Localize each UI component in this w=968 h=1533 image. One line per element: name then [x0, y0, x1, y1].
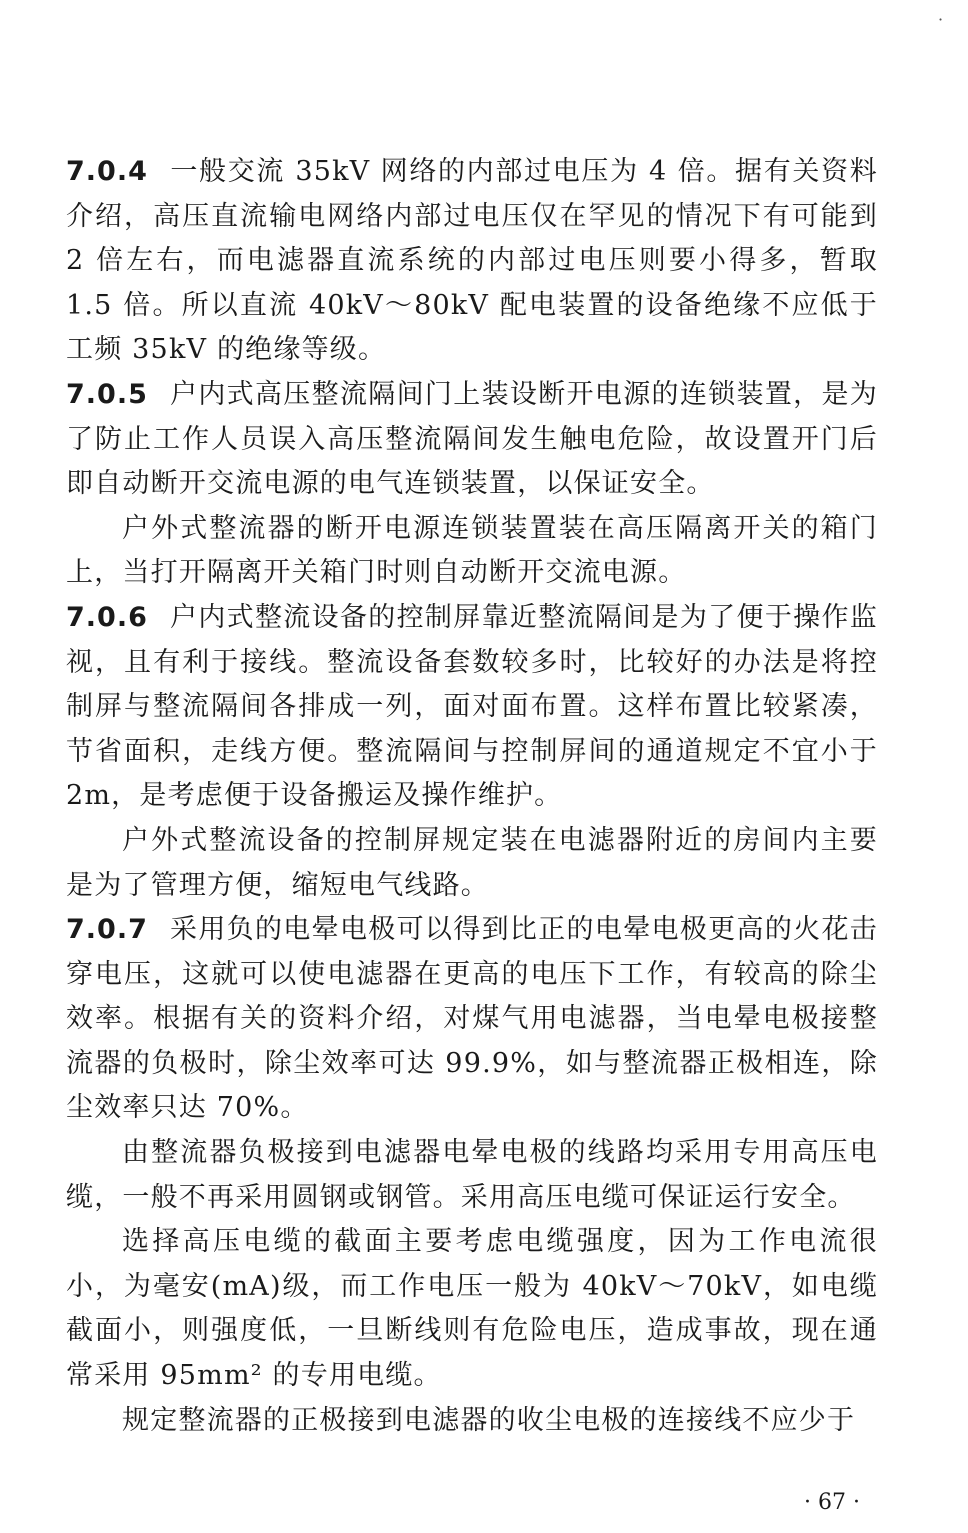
paragraph-text: 选择高压电缆的截面主要考虑电缆强度，因为工作电流很小，为毫安(mA)级，而工作电压一般为 40kV～70kV，如电缆截面小，则强度低，一旦断线则有危险电压，造成事故，现在通常采用 95mm² 的专用电缆。 — [66, 1226, 878, 1392]
page-number: · 67 · — [804, 1490, 860, 1515]
body-text — [66, 150, 878, 1443]
paragraph-7-0-7 — [66, 908, 878, 1131]
paragraph-text: 一般交流 35kV 网络的内部过电压为 4 倍。据有关资料介绍，高压直流输电网络内部过电压仅在罕见的情况下有可能到 2 倍左右，而电滤器直流系统的内部过电压则要小得多，暂取 1.5 倍。所以直流 40kV～80kV 配电装置的设备绝缘不应低于工频 35kV 的绝缘等级。 — [66, 156, 878, 366]
paragraph-text: 户外式整流器的断开电源连锁装置装在高压隔离开关的箱门上，当打开隔离开关箱门时则自动断开交流电源。 — [66, 512, 878, 589]
paragraph-7-0-7-cont-2 — [66, 1220, 878, 1398]
paragraph-7-0-7-cont-3 — [66, 1399, 878, 1444]
paragraph-text: 由整流器负极接到电滤器电晕电极的线路均采用专用高压电缆，一般不再采用圆钢或钢管。采用高压电缆可保证运行安全。 — [66, 1137, 878, 1213]
paragraph-text: 户内式高压整流隔间门上装设断开电源的连锁装置，是为了防止工作人员误入高压整流隔间发生触电危险，故设置开门后即自动断开交流电源的电气连锁装置，以保证安全。 — [66, 378, 878, 500]
paragraph-7-0-4 — [66, 150, 878, 373]
paragraph-7-0-7-cont-1 — [66, 1131, 878, 1220]
paragraph-7-0-5-cont — [66, 507, 878, 596]
paragraph-text: 采用负的电晕电极可以得到比正的电晕电极更高的火花击穿电压，这就可以使电滤器在更高的电压下工作，有较高的除尘效率。根据有关的资料介绍，对煤气用电滤器，当电晕电极接整流器的负极时，除尘效率可达 99.9%，如与整流器正极相连，除尘效率只达 70%。 — [66, 914, 878, 1124]
paragraph-7-0-6 — [66, 596, 878, 819]
section-number: 7.0.7 — [66, 914, 148, 946]
section-number: 7.0.6 — [66, 601, 148, 633]
paragraph-7-0-5 — [66, 373, 878, 507]
scan-mark: · — [938, 10, 944, 29]
paragraph-text: 户外式整流设备的控制屏规定装在电滤器附近的房间内主要是为了管理方便，缩短电气线路。 — [66, 824, 878, 901]
section-number: 7.0.5 — [66, 378, 148, 410]
paragraph-7-0-6-cont — [66, 819, 878, 908]
section-number: 7.0.4 — [66, 156, 148, 187]
paragraph-text: 户内式整流设备的控制屏靠近整流隔间是为了便于操作监视，且有利于接线。整流设备套数较多时，比较好的办法是将控制屏与整流隔间各排成一列，面对面布置。这样布置比较紧凑，节省面积，走线方便。整流隔间与控制屏间的通道规定不宜小于 2m，是考虑便于设备搬运及操作维护。 — [66, 601, 878, 812]
paragraph-text: 规定整流器的正极接到电滤器的收尘电极的连接线不应少于 — [122, 1404, 856, 1436]
